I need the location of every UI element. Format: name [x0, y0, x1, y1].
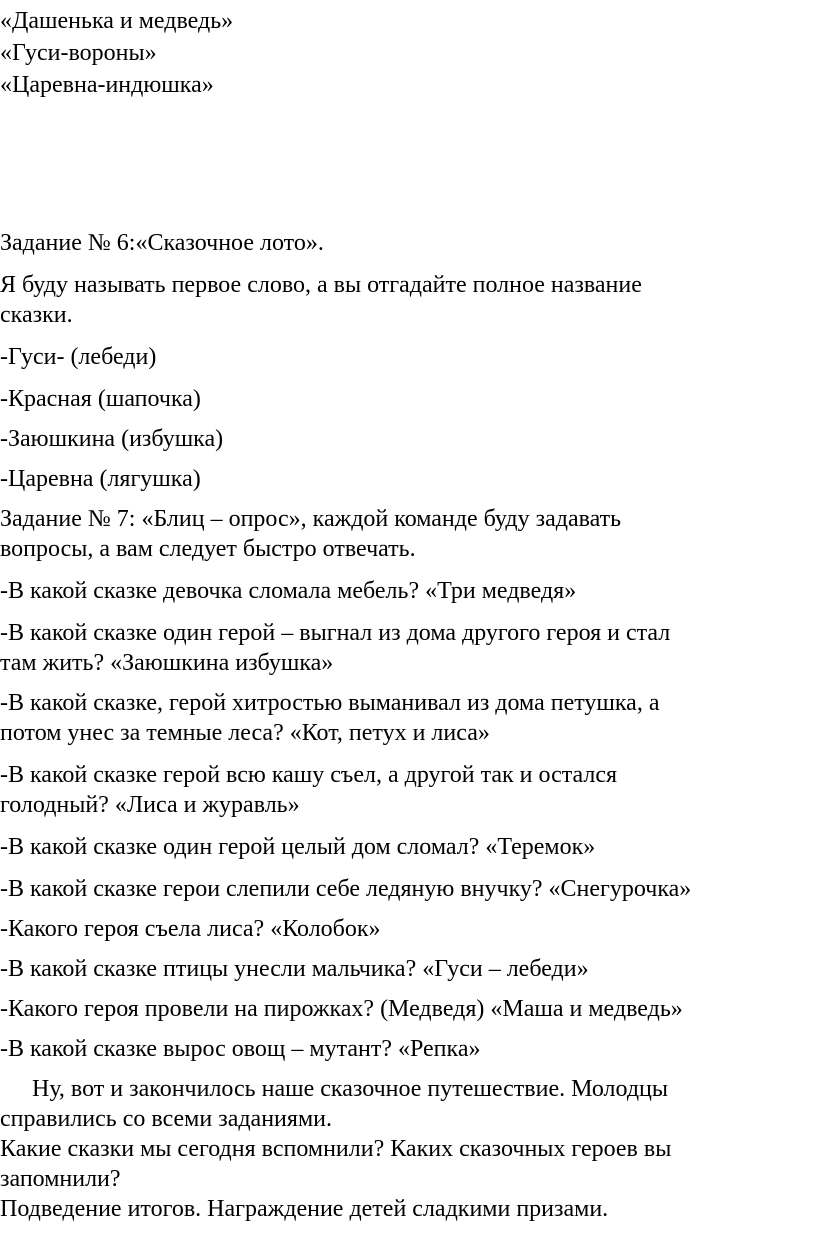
task6-item-4: -Царевна (лягушка): [0, 466, 201, 492]
task7-question-2-line-2: там жить? «Заюшкина избушка»: [0, 650, 334, 676]
task7-question-8: -В какой сказке птицы унесли мальчика? «Гуси – лебеди»: [0, 956, 589, 982]
task6-instruction-line-2: сказки.: [0, 302, 73, 328]
task7-question-6: -В какой сказке герои слепили себе ледяную внучку? «Снегурочка»: [0, 876, 692, 902]
story-title-1: «Дашенька и медведь»: [0, 8, 234, 34]
task6-instruction-line-1: Я буду называть первое слово, а вы отгадайте полное название: [0, 272, 642, 298]
closing-paragraph-line-1: Ну, вот и закончилось наше сказочное путешествие. Молодцы: [32, 1076, 668, 1102]
task7-question-10: -В какой сказке вырос овощ – мутант? «Репка»: [0, 1036, 481, 1062]
task7-heading-line-1: Задание № 7: «Блиц – опрос», каждой команде буду задавать: [0, 506, 622, 532]
task7-question-4-line-1: -В какой сказке герой всю кашу съел, а другой так и остался: [0, 762, 618, 788]
task6-item-1: -Гуси- (лебеди): [0, 344, 157, 370]
task6-heading: Задание № 6:«Сказочное лото».: [0, 230, 324, 256]
task7-question-1: -В какой сказке девочка сломала мебель? «Три медведя»: [0, 578, 577, 604]
task7-heading-line-2: вопросы, а вам следует быстро отвечать.: [0, 536, 416, 562]
closing-question-line-1: Какие сказки мы сегодня вспомнили? Каких сказочных героев вы: [0, 1136, 672, 1162]
task7-question-4-line-2: голодный? «Лиса и журавль»: [0, 792, 300, 818]
closing-question-line-2: запомнили?: [0, 1166, 121, 1192]
task7-question-5: -В какой сказке один герой целый дом сломал? «Теремок»: [0, 834, 596, 860]
task6-item-2: -Красная (шапочка): [0, 386, 201, 412]
task7-question-3-line-2: потом унес за темные леса? «Кот, петух и лиса»: [0, 720, 490, 746]
task6-item-3: -Заюшкина (избушка): [0, 426, 224, 452]
task7-question-9: -Какого героя провели на пирожках? (Медведя) «Маша и медведь»: [0, 996, 683, 1022]
closing-summary: Подведение итогов. Награждение детей сладкими призами.: [0, 1196, 609, 1222]
story-title-3: «Царевна-индюшка»: [0, 72, 214, 98]
story-title-2: «Гуси-вороны»: [0, 40, 157, 66]
task7-question-7: -Какого героя съела лиса? «Колобок»: [0, 916, 381, 942]
closing-paragraph-line-2: справились со всеми заданиями.: [0, 1106, 332, 1132]
task7-question-2-line-1: -В какой сказке один герой – выгнал из дома другого героя и стал: [0, 620, 671, 646]
task7-question-3-line-1: -В какой сказке, герой хитростью выманивал из дома петушка, а: [0, 690, 660, 716]
